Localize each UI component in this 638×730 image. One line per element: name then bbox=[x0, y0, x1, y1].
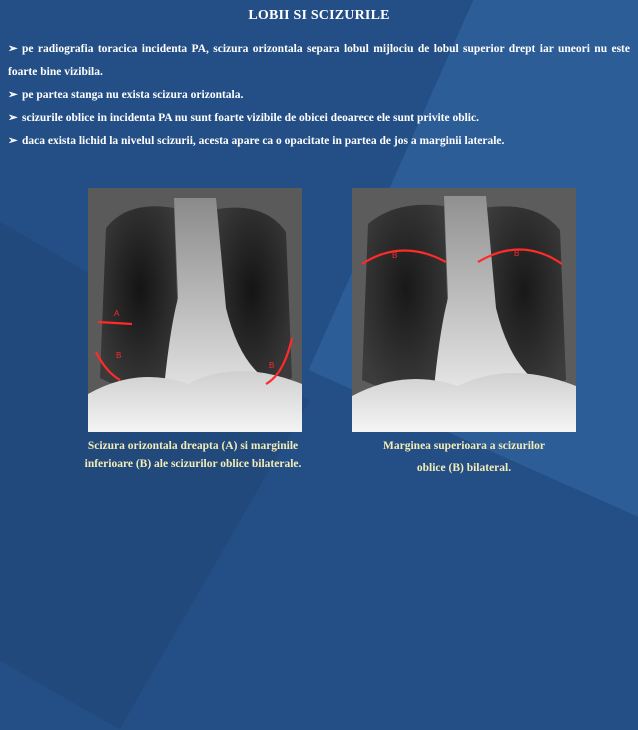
caption-line: Marginea superioara a scizurilor bbox=[383, 440, 545, 452]
arrow-bullet-icon: ➢ bbox=[8, 89, 18, 101]
bullet-list bbox=[8, 38, 630, 153]
bullet-item bbox=[8, 130, 630, 153]
arrow-bullet-icon: ➢ bbox=[8, 112, 18, 124]
caption-line: inferioare (B) ale scizurilor oblice bilaterale. bbox=[84, 458, 302, 470]
fissure-label-a: A bbox=[114, 309, 120, 318]
bullet-item bbox=[8, 107, 630, 130]
bullet-text: pe partea stanga nu exista scizura orizontala. bbox=[22, 89, 244, 101]
figure-caption-right bbox=[352, 435, 576, 479]
caption-line: Scizura orizontala dreapta (A) si marginile bbox=[87, 440, 299, 452]
chest-xray-right bbox=[352, 188, 576, 432]
arrow-bullet-icon: ➢ bbox=[8, 135, 18, 147]
fissure-label-b: B bbox=[116, 351, 122, 360]
slide-title: LOBII SI SCIZURILE bbox=[248, 8, 390, 23]
caption-line: oblice (B) bilateral. bbox=[416, 462, 512, 474]
arrow-bullet-icon: ➢ bbox=[8, 43, 18, 55]
chest-xray-left bbox=[88, 188, 302, 432]
figure-caption-left bbox=[48, 437, 338, 473]
fissure-label-b: B bbox=[392, 251, 398, 260]
bullet-item bbox=[8, 84, 630, 107]
bullet-text: scizurile oblice in incidenta PA nu sunt foarte vizibile de obicei deoarece ele sunt privite oblic. bbox=[22, 112, 479, 124]
fissure-label-b: B bbox=[514, 249, 520, 258]
bullet-text: pe radiografia toracica incidenta PA, scizura orizontala separa lobul mijlociu de lobul superior drept iar uneori nu este foarte bine vizibila. bbox=[8, 43, 630, 78]
bullet-text: daca exista lichid la nivelul scizurii, acesta apare ca o opacitate in partea de jos a marginii laterale. bbox=[22, 135, 505, 147]
bullet-item bbox=[8, 38, 630, 84]
fissure-label-b: B bbox=[269, 361, 275, 370]
